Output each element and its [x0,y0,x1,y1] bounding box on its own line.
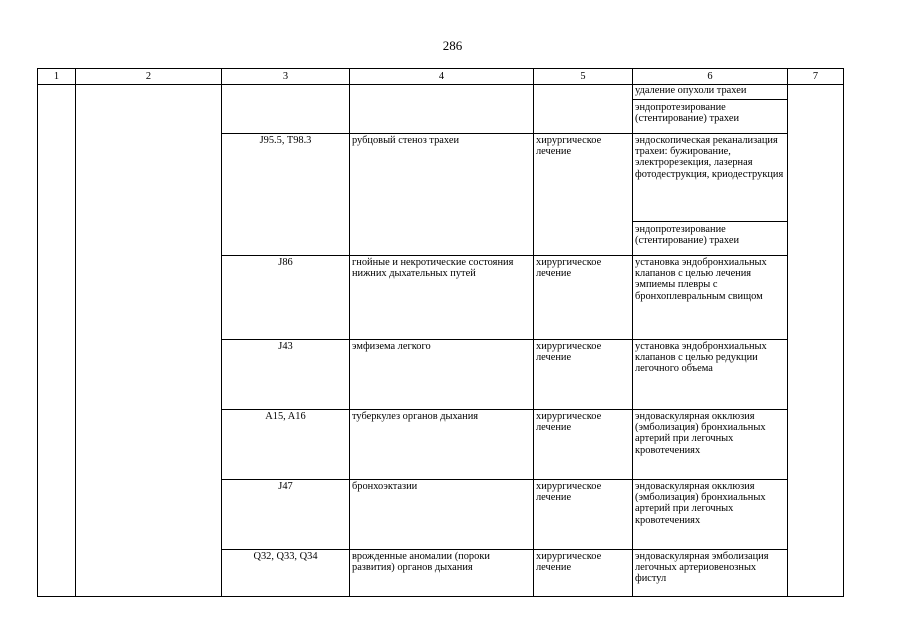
code-cell: Q32, Q33, Q34 [222,550,350,597]
header-cell-3: 3 [222,69,350,85]
diagnosis-cell: бронхоэктазии [350,480,534,550]
diagnosis-cell: рубцовый стеноз трахеи [350,134,534,256]
code-cell: J47 [222,480,350,550]
header-cell-1: 1 [38,69,76,85]
method-cell: установка эндобронхиальных клапанов с целью редукции легочного объема [633,340,788,410]
method-cell: эндоваскулярная окклюзия (эмболизация) бронхиальных артерий при легочных кровотечениях [633,480,788,550]
diagnosis-cell [350,85,534,134]
header-cell-7: 7 [788,69,844,85]
treatment-cell: хирургическое лечение [534,256,633,340]
code-cell: J95.5, T98.3 [222,134,350,256]
header-row [38,69,844,85]
method-cell: эндоваскулярная эмболизация легочных артериовенозных фистул [633,550,788,597]
treatment-cell: хирургическое лечение [534,134,633,256]
header-cell-5: 5 [534,69,633,85]
treatment-cell [534,85,633,134]
method-cell: эндопротезирование (стентирование) трахеи [633,222,788,256]
code-cell [222,85,350,134]
col7-cell [788,85,844,597]
method-cell: эндопротезирование (стентирование) трахеи [633,100,788,134]
col1-cell [38,85,76,597]
treatment-cell: хирургическое лечение [534,410,633,480]
method-cell: удаление опухоли трахеи [633,85,788,100]
diagnosis-cell: врожденные аномалии (пороки развития) органов дыхания [350,550,534,597]
page-number: 286 [442,38,463,53]
method-cell: установка эндобронхиальных клапанов с целью лечения эмпиемы плевры с бронхоплевральным свищом [633,256,788,340]
code-cell: A15, A16 [222,410,350,480]
treatment-cell: хирургическое лечение [534,480,633,550]
diagnosis-cell: туберкулез органов дыхания [350,410,534,480]
medical-care-table [37,68,844,597]
table-row [38,85,844,100]
code-cell: J86 [222,256,350,340]
diagnosis-cell: гнойные и некротические состояния нижних дыхательных путей [350,256,534,340]
col2-cell [76,85,222,597]
header-cell-2: 2 [76,69,222,85]
code-cell: J43 [222,340,350,410]
header-cell-4: 4 [350,69,534,85]
treatment-cell: хирургическое лечение [534,340,633,410]
method-cell: эндоваскулярная окклюзия (эмболизация) бронхиальных артерий при легочных кровотечениях [633,410,788,480]
treatment-cell: хирургическое лечение [534,550,633,597]
header-cell-6: 6 [633,69,788,85]
method-cell: эндоскопическая реканализация трахеи: бужирование, электрорезекция, лазерная фотодеструкция, криодеструкция [633,134,788,222]
diagnosis-cell: эмфизема легкого [350,340,534,410]
